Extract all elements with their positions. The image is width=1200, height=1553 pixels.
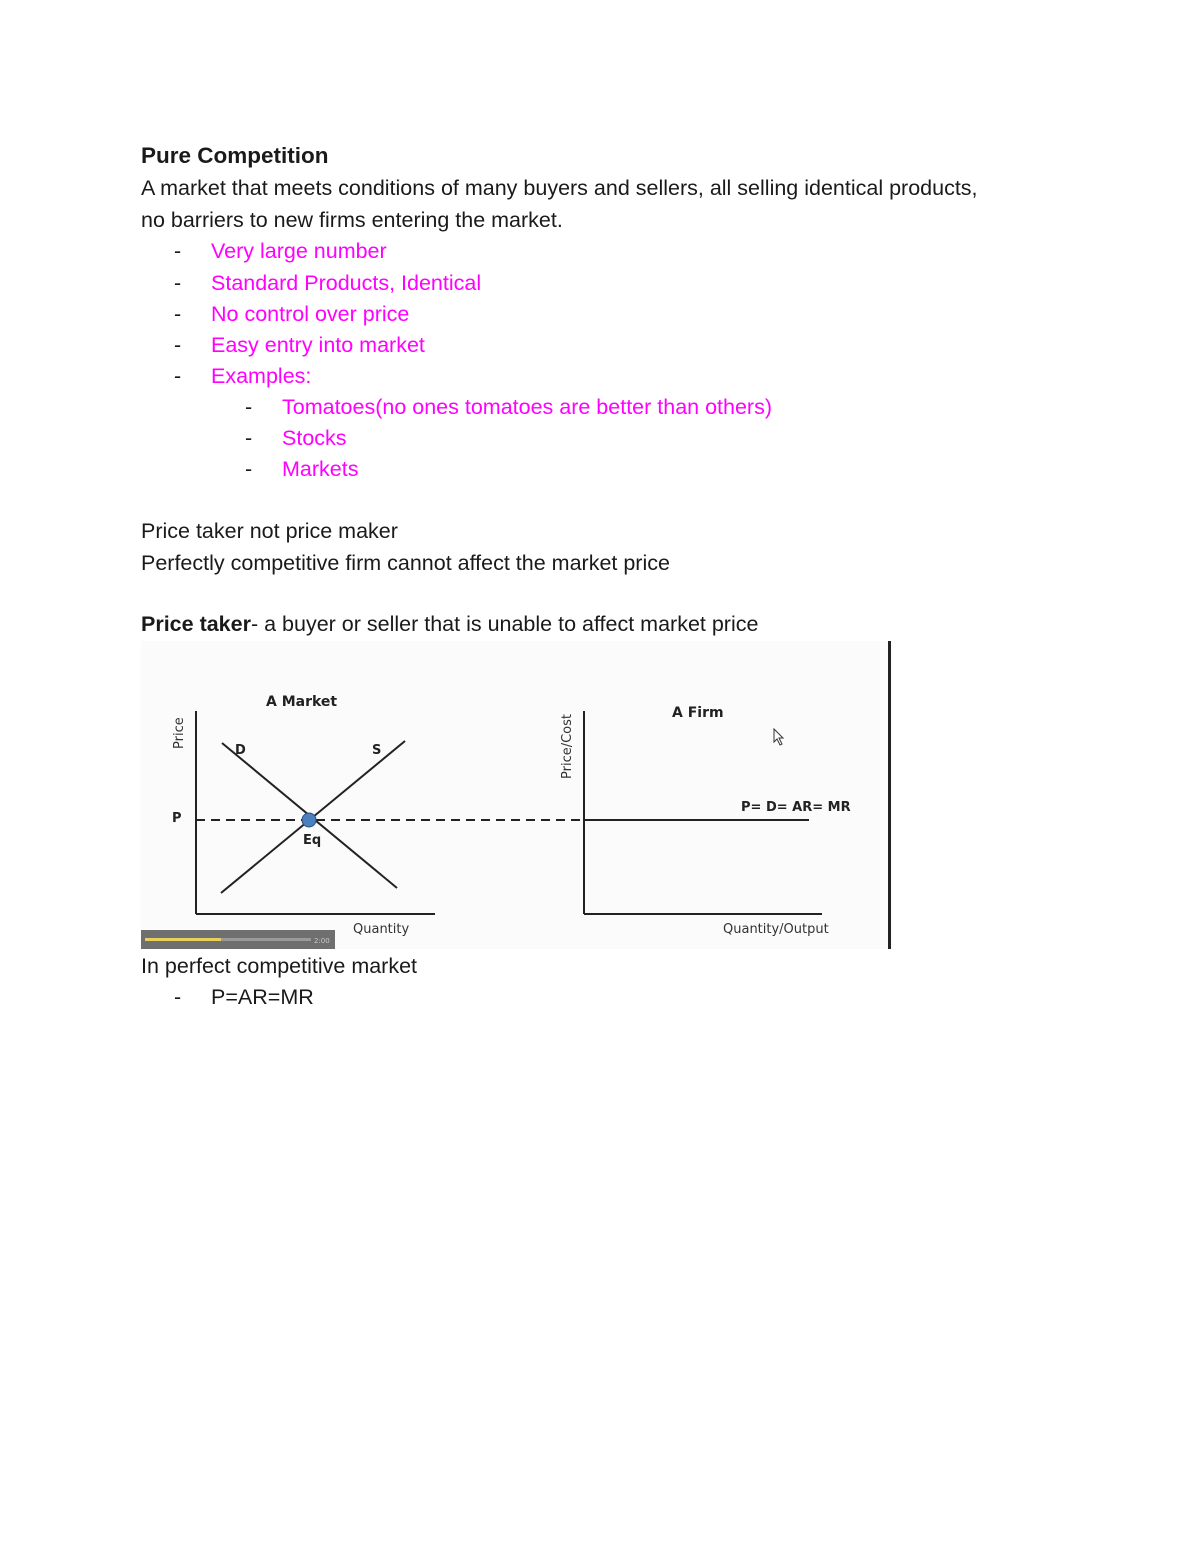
firm-y-label: Price/Cost bbox=[560, 714, 575, 779]
equilibrium-point bbox=[302, 813, 316, 827]
intro-text-line-2: no barriers to new firms entering the market. bbox=[141, 208, 563, 232]
definition-text: - a buyer or seller that is unable to affect market price bbox=[250, 612, 759, 636]
definition-term: Price taker bbox=[141, 612, 251, 636]
bullet-text: P=AR=MR bbox=[211, 985, 314, 1009]
video-progress-bar[interactable] bbox=[141, 930, 335, 949]
bullet-dash: - bbox=[174, 302, 182, 326]
intro-text-line-1: A market that meets conditions of many buyers and sellers, all selling identical products, bbox=[141, 176, 978, 200]
figure-right-border bbox=[888, 641, 891, 949]
bullet-dash: - bbox=[245, 457, 253, 481]
firm-line: Perfectly competitive firm cannot affect the market price bbox=[141, 551, 670, 575]
video-time-label: 2:00 bbox=[314, 937, 330, 945]
bullet-text: Examples: bbox=[211, 364, 312, 388]
bullet-dash: - bbox=[174, 333, 182, 357]
bullet-text: No control over price bbox=[211, 302, 410, 326]
price-label: P bbox=[172, 811, 182, 826]
market-y-label: Price bbox=[172, 717, 187, 749]
equilibrium-label: Eq bbox=[303, 833, 322, 848]
sub-bullet-text: Markets bbox=[282, 457, 359, 481]
market-firm-diagram bbox=[141, 641, 893, 949]
demand-label: D bbox=[235, 743, 246, 758]
bullet-dash: - bbox=[174, 364, 182, 388]
firm-title: A Firm bbox=[672, 705, 724, 721]
bullet-dash: - bbox=[245, 395, 253, 419]
bullet-dash: - bbox=[245, 426, 253, 450]
page-heading: Pure Competition bbox=[141, 143, 329, 168]
price-taker-line: Price taker not price maker bbox=[141, 519, 398, 543]
bullet-text: Easy entry into market bbox=[211, 333, 425, 357]
bullet-dash: - bbox=[174, 985, 182, 1009]
firm-x-label: Quantity/Output bbox=[723, 922, 829, 937]
bullet-dash: - bbox=[174, 271, 182, 295]
bullet-text: Standard Products, Identical bbox=[211, 271, 482, 295]
firm-curve-label: P= D= AR= MR bbox=[741, 800, 851, 815]
perfect-market-line: In perfect competitive market bbox=[141, 954, 418, 978]
market-title: A Market bbox=[266, 694, 338, 710]
sub-bullet-text: Tomatoes(no ones tomatoes are better than others) bbox=[282, 395, 772, 419]
bullet-dash: - bbox=[174, 239, 182, 263]
cursor-icon bbox=[774, 729, 783, 745]
market-x-label: Quantity bbox=[353, 922, 410, 937]
supply-label: S bbox=[372, 743, 382, 758]
bullet-text: Very large number bbox=[211, 239, 387, 263]
definition-line bbox=[141, 609, 758, 639]
sub-bullet-text: Stocks bbox=[282, 426, 347, 450]
